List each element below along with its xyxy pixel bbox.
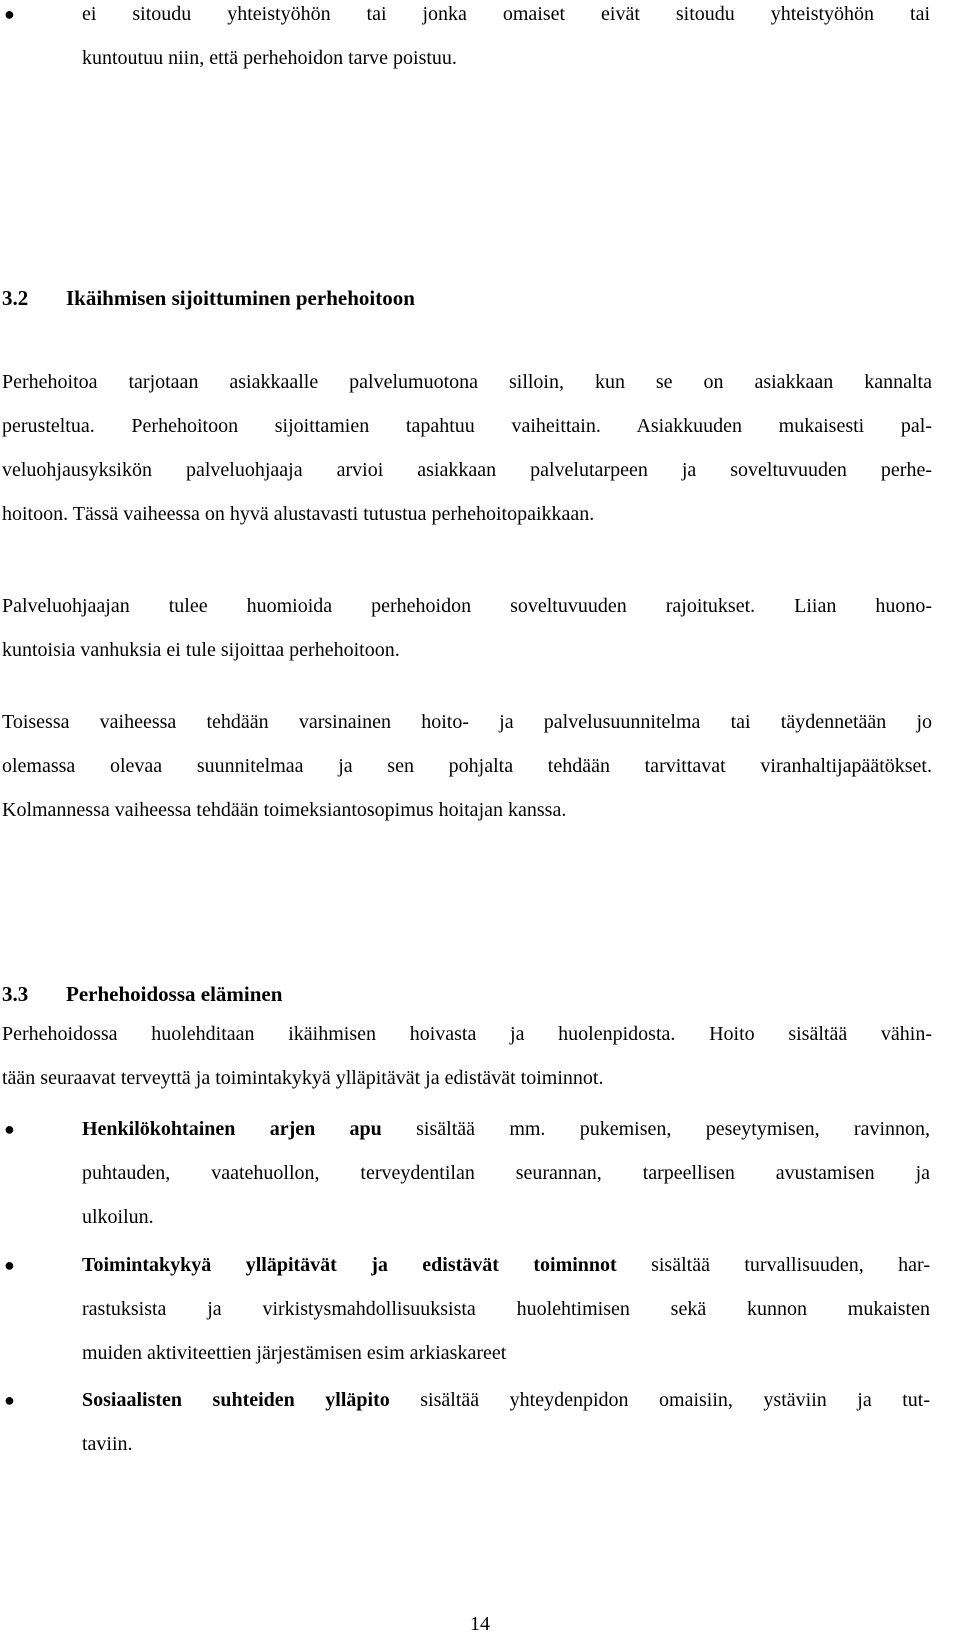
text-line: perusteltua. Perhehoitoon sijoittamien tapahtuu vaiheittain. Asiakkuuden mukaisesti pal- [2,415,932,437]
list-item-text [82,1243,930,1375]
text-run: sisältää mm. pukemisen, peseytymisen, ravinnon, [381,1118,931,1140]
paragraph [2,700,932,832]
bold-term: Sosiaalisten suhteiden ylläpito [82,1389,390,1411]
list-item-text [82,1378,930,1466]
text-line: kuntoisia vanhuksia ei tule sijoittaa perhehoitoon. [2,639,400,661]
text-line: rastuksista ja virkistysmahdollisuuksista huolehtimisen sekä kunnon mukaisten [82,1298,930,1320]
text-line: ei sitoudu yhteistyöhön tai jonka omaiset eivät sitoudu yhteistyöhön tai [82,3,930,25]
bullet-icon: ● [4,1119,15,1139]
section-number: 3.2 [2,286,29,310]
top-bullet-text [82,0,930,80]
bullet-icon: ● [4,1255,15,1275]
text-line: Palveluohjaajan tulee huomioida perhehoidon soveltuvuuden rajoitukset. Liian huono- [2,595,932,617]
text-line: Kolmannessa vaiheessa tehdään toimeksiantosopimus hoitajan kanssa. [2,799,567,821]
text-line: taviin. [82,1433,133,1455]
bullet-icon: ● [4,1390,15,1410]
text-line [82,1243,930,1287]
text-line [82,1107,930,1151]
section-heading-3-3 [2,979,282,1009]
text-line [82,1378,930,1422]
page-number: 14 [470,1613,490,1635]
text-line: kuntoutuu niin, että perhehoidon tarve poistuu. [82,47,457,69]
bold-term: Toimintakykyä ylläpitävät ja edistävät toiminnot [82,1254,617,1276]
text-line: hoitoon. Tässä vaiheessa on hyvä alustavasti tutustua perhehoitopaikkaan. [2,503,595,525]
text-line: ulkoilun. [82,1206,154,1228]
paragraph [2,1012,932,1100]
text-line: Perhehoitoa tarjotaan asiakkaalle palvelumuotona silloin, kun se on asiakkaan kannalta [2,371,932,393]
text-line: tään seuraavat terveyttä ja toimintakykyä ylläpitävät ja edistävät toiminnot. [2,1067,604,1089]
section-number: 3.3 [2,982,29,1006]
bullet-icon: ● [4,4,15,24]
text-line: puhtauden, vaatehuollon, terveydentilan seurannan, tarpeellisen avustamisen ja [82,1162,930,1184]
section-title: Perhehoidossa eläminen [66,982,283,1006]
text-line: muiden aktiviteettien järjestämisen esim arkiaskareet [82,1342,507,1364]
bold-term: Henkilökohtainen arjen apu [82,1118,382,1140]
section-title: Ikäihmisen sijoittuminen perhehoitoon [66,286,415,310]
section-heading-3-2 [2,283,415,313]
paragraph [2,584,932,672]
text-line: veluohjausyksikön palveluohjaaja arvioi asiakkaan palvelutarpeen ja soveltuvuuden perhe- [2,459,932,481]
list-item-text [82,1107,930,1239]
text-line: olemassa olevaa suunnitelmaa ja sen pohjalta tehdään tarvittavat viranhaltijapäätökset. [2,755,932,777]
text-run: sisältää turvallisuuden, har- [616,1254,930,1276]
text-run: sisältää yhteydenpidon omaisiin, ystäviin ja tut- [389,1389,930,1411]
paragraph [2,360,932,536]
text-line: Toisessa vaiheessa tehdään varsinainen hoito- ja palvelusuunnitelma tai täydennetään jo [2,711,932,733]
text-line: Perhehoidossa huolehditaan ikäihmisen hoivasta ja huolenpidosta. Hoito sisältää vähin- [2,1023,932,1045]
